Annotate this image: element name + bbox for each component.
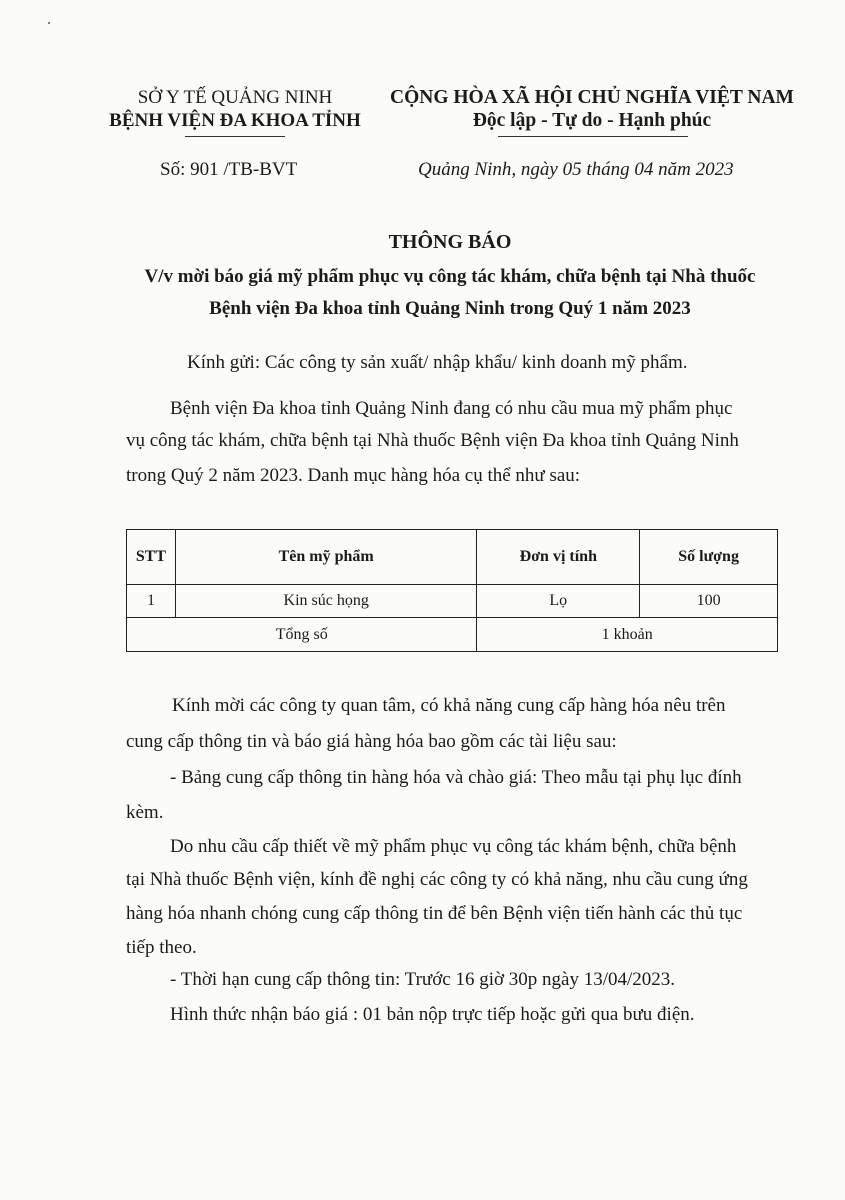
motto: Độc lập - Tự do - Hạnh phúc [472,110,712,131]
country-name: CỘNG HÒA XÃ HỘI CHỦ NGHĨA VIỆT NAM [390,87,794,108]
org-underline [185,136,285,137]
deadline-line: - Thời hạn cung cấp thông tin: Trước 16 giờ 30p ngày 13/04/2023. [170,969,676,990]
table-row [127,585,778,618]
intro-line-2: vụ công tác khám, chữa bệnh tại Nhà thuốc Bệnh viện Đa khoa tỉnh Quảng Ninh [126,430,739,451]
goods-table [126,529,778,652]
subject-line-1: V/v mời báo giá mỹ phẩm phục vụ công tác khám, chữa bệnh tại Nhà thuốc [144,266,756,287]
header-qty: Số lượng [640,530,778,585]
motto-underline [498,136,688,137]
cell-qty: 100 [640,585,778,618]
table-header-row [127,530,778,585]
need-line-1: Do nhu cầu cấp thiết về mỹ phẩm phục vụ công tác khám bệnh, chữa bệnh [170,836,737,857]
intro-line-3: trong Quý 2 năm 2023. Danh mục hàng hóa cụ thể như sau: [126,465,581,486]
header-name: Tên mỹ phẩm [175,530,476,585]
invite-line-2: cung cấp thông tin và báo giá hàng hóa bao gồm các tài liệu sau: [126,731,617,752]
cell-stt: 1 [127,585,176,618]
need-line-2: tại Nhà thuốc Bệnh viện, kính đề nghị các công ty có khả năng, nhu cầu cung ứng [126,869,748,890]
total-value: 1 khoản [477,618,778,652]
total-label: Tổng số [127,618,477,652]
intro-line-1: Bệnh viện Đa khoa tỉnh Quảng Ninh đang có nhu cầu mua mỹ phẩm phục [170,398,733,419]
header-stt: STT [127,530,176,585]
recipient-line: Kính gửi: Các công ty sản xuất/ nhập khẩu/ kinh doanh mỹ phẩm. [187,352,688,373]
header-unit: Đơn vị tính [477,530,640,585]
need-line-3: hàng hóa nhanh chóng cung cấp thông tin để bên Bệnh viện tiến hành các thủ tục [126,903,743,924]
submission-line: Hình thức nhận báo giá : 01 bản nộp trực tiếp hoặc gửi qua bưu điện. [170,1004,695,1025]
invite-line-1: Kính mời các công ty quan tâm, có khả năng cung cấp hàng hóa nêu trên [172,695,726,716]
subject-line-2: Bệnh viện Đa khoa tỉnh Quảng Ninh trong Quý 1 năm 2023 [209,298,691,319]
cell-name: Kin súc họng [175,585,476,618]
item-line-1: - Bảng cung cấp thông tin hàng hóa và chào giá: Theo mẫu tại phụ lục đính [170,767,742,788]
place-date: Quảng Ninh, ngày 05 tháng 04 năm 2023 [418,159,734,180]
document-number: Số: 901 /TB-BVT [160,159,298,180]
org-name: BỆNH VIỆN ĐA KHOA TỈNH [109,110,361,131]
scan-speck [48,22,50,24]
cell-unit: Lọ [477,585,640,618]
item-line-2: kèm. [126,802,164,823]
org-parent: SỞ Y TẾ QUẢNG NINH [137,87,333,108]
table-total-row [127,618,778,652]
need-line-4: tiếp theo. [126,937,197,958]
document-title: THÔNG BÁO [388,231,512,253]
